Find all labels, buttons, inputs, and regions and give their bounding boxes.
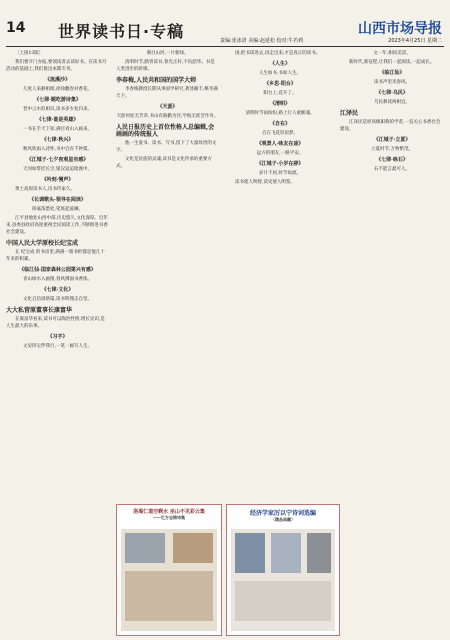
poem-line: 远方的朋友,一路平安。 — [256, 151, 304, 156]
poem-line: 石不能言最可人。 — [374, 167, 410, 172]
poem-title: 《吟刻·慢声》 — [41, 177, 74, 183]
newspaper-masthead: 山西市场导报 — [358, 21, 442, 37]
editor-credits: 责编:张冰清 美编:赵延松 校对:牛若莉 — [220, 38, 304, 44]
ad-photo — [307, 533, 331, 573]
article-column-3 — [226, 50, 334, 498]
ad-title: 洛渴仁道空剩水 巫山不见彩云集 — [133, 509, 205, 515]
advertisement-2 — [226, 504, 340, 636]
ad-collage — [231, 529, 335, 631]
poem-line: 晋中云水似相识,读书多少复归来。 — [23, 107, 92, 112]
paragraph: 李春梅教授长期从事国学研究,著述颇丰,桃李满天下。 — [116, 87, 218, 99]
poem-line: 清明时节雨纷纷,路上行人欲断魂。 — [245, 111, 315, 116]
paragraph: 黄土高原读书人,诗书传家久。 — [15, 187, 75, 192]
poem-line: 自在飞花轻似梦。 — [262, 131, 298, 136]
ad-photo — [271, 533, 301, 573]
article-heading: 人民日报历史上首位性格人总编辑,会画画的传统报人 — [116, 124, 215, 138]
poem-title: 《七律·文化》 — [41, 287, 74, 293]
poem-title: 《习字》 — [47, 334, 68, 340]
page-number: 14 — [6, 20, 26, 36]
poem-line: 文房四宝伴我行,一笔一画写人生。 — [23, 344, 92, 349]
issue-date: 2023年4月25日 星期二 — [388, 38, 442, 44]
ad-subtitle: （精品典藏） — [271, 517, 295, 522]
paragraph: 我们要开门办报,要领读者去读好书。在读书月活动的基础上,我们推出本期专刊。 — [6, 60, 107, 72]
poem-title: 《天涯》 — [157, 104, 178, 110]
poem-title: 《流溪沙》 — [44, 77, 70, 83]
article-column-1 — [6, 50, 109, 634]
poem-line: 阳台上,花开了。 — [263, 91, 297, 96]
poem-line: 一书在手天下知,满目青山入画来。 — [23, 127, 92, 132]
paragraph: 江泽民是原高级职称的学者,一直关心书香社会建设。 — [340, 120, 441, 132]
ad-photo — [125, 571, 213, 621]
ad-photo — [235, 533, 265, 573]
advertisement-1 — [116, 504, 222, 636]
ad-photo — [173, 533, 213, 563]
poem-line: 青山绿水入画图,春风拂面书香浓。 — [23, 277, 92, 282]
poem-title: 《临江仙·国家森林公园第兴有感》 — [19, 267, 96, 273]
ad-photo — [125, 533, 165, 563]
poem-line: 几度人来静相闻,徐徐翻卷对香花。 — [23, 87, 92, 92]
poem-title: 《七律·谁是英雄》 — [36, 117, 79, 123]
poem-line: 读书声里见春风。 — [374, 80, 410, 85]
poem-title: 《江城子·七夕夜观星有感》 — [26, 157, 89, 163]
poem-line: 文一年,相同美景。 — [373, 51, 411, 56]
poem-line: 立夏时节,万物繁茂。 — [371, 147, 413, 152]
ad-collage — [121, 529, 217, 631]
poem-line: 人生如书,书如人生。 — [259, 71, 301, 76]
poem-title: 《江城子·小岁在辞》 — [256, 161, 304, 167]
ad-subtitle: ——忆方志锦诗集 — [153, 515, 185, 520]
paragraph: 文化是民族的灵魂,读书是文化传承的重要方式。 — [116, 157, 212, 169]
poem-title: 《七律·秋兴》 — [41, 137, 74, 143]
poem-title: 《清明》 — [269, 101, 290, 107]
poem-line: 乌民耕读两相宜。 — [374, 100, 410, 105]
paragraph: 国,把书读进去,再走出来,才是真正的读书。 — [235, 51, 321, 56]
poem-title: 《自在》 — [269, 121, 290, 127]
poem-line: 秋风吹雨入诗怀,书中自有千钟粟。 — [23, 147, 92, 152]
poem-line: 满目山河,一片新绿。 — [146, 51, 189, 56]
poem-title: 《人生》 — [269, 61, 290, 67]
paragraph: 新时代,新征程,让我们一起阅读,一起成长。 — [349, 60, 435, 65]
article-heading: 李春梅,人民共和国的国学大师 — [116, 77, 197, 84]
poem-title: 《七律·咏石》 — [376, 157, 408, 163]
article-heading: 中国人民大学原校长纪宝成 — [6, 240, 79, 247]
poem-line: 岁月不居,时节如流。 — [259, 171, 301, 176]
paragraph: 读书使人明智,读史使人明鉴。 — [235, 180, 295, 185]
header-rule — [6, 46, 444, 47]
article-heading: 大大私营原董事长康富华 — [6, 307, 73, 314]
poem-line: 天河如带挂长空,银汉迢迢暗渡中。 — [23, 167, 92, 172]
section-title: 世界读书日·专稿 — [58, 22, 185, 41]
paragraph: 江平县地处山西中部,历史悠久,文化深厚。近年来,县委县政府高度重视全民阅读工作,不断推进书香社会建设。 — [6, 216, 108, 235]
poem-title: 《乡思·阳台》 — [264, 81, 296, 87]
poem-title: 《长调歌头·领导在阅读》 — [29, 197, 86, 203]
paragraph: 清明时节,踏青读书,春光正好,不负韶华。书是人类进步的阶梯。 — [116, 60, 215, 72]
poem-title: 《七律·乌民》 — [376, 90, 408, 96]
page-header — [0, 0, 450, 44]
paragraph: 在 纪宝成 的书房里,满满一墙书柜都是他几十年来的积累。 — [6, 250, 105, 262]
poem-title: 《观景人·咏友在途》 — [256, 141, 304, 147]
article-column-4 — [340, 50, 444, 634]
ad-photo — [235, 581, 331, 621]
paragraph: 他一生爱书、读书、写书,留下了大量珍贵的文字。 — [116, 141, 217, 153]
article-column-2 — [116, 50, 219, 498]
poem-line: 天涯何处无芳草,书山有路勤为径,学海无涯苦作舟。 — [116, 114, 219, 119]
article-heading: 江泽民 — [340, 110, 359, 117]
poem-title: 《临江仙》 — [379, 70, 405, 76]
paragraph: 在康富华看来,读书可以陶冶性情,增长见识,是人生最大的乐事。 — [6, 317, 105, 329]
poem-title: 《七律·题吃游诗集》 — [34, 97, 81, 103]
poem-title: 《江城子·立夏》 — [373, 137, 411, 143]
ad-title: 经济学家厉以宁诗词选编 — [249, 510, 316, 517]
paragraph: 〔上接13版〕 — [15, 51, 44, 56]
poem-line: 挥毫泼墨处,笔底起波澜。 — [32, 207, 83, 212]
poem-line: 文化自信谱新篇,读书明理志自坚。 — [23, 297, 92, 302]
